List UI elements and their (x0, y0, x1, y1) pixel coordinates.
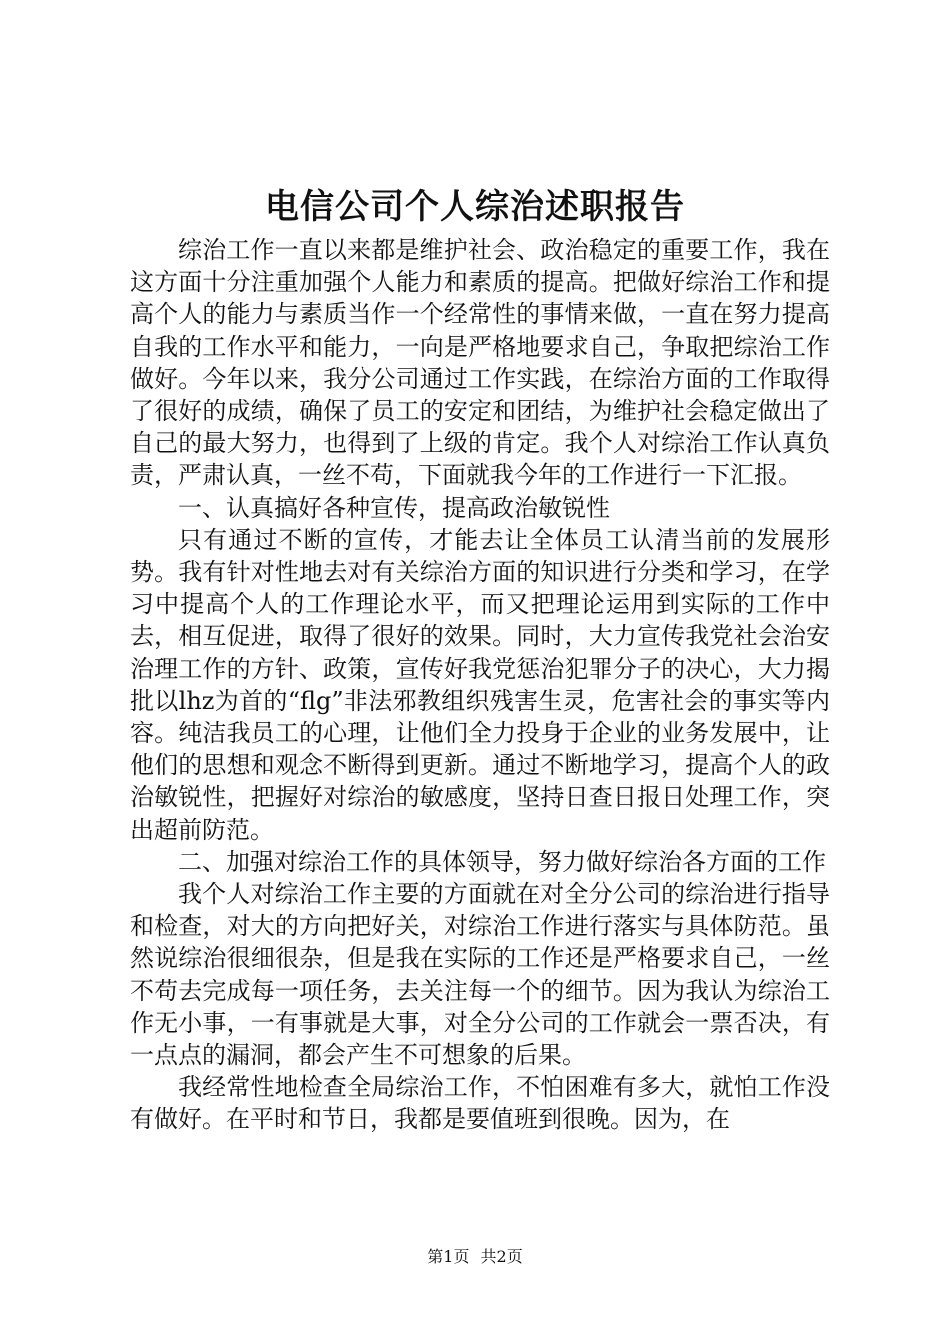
document-body (130, 234, 830, 1136)
page-total: 共2页 (480, 1247, 523, 1266)
section-heading-2: 二、加强对综治工作的具体领导，努力做好综治各方面的工作 (178, 847, 826, 876)
paragraph-intro: 综治工作一直以来都是维护社会、政治稳定的重要工作，我在这方面十分注重加强个人能力和素质的提高。把做好综治工作和提高个人的能力与素质当作一个经常性的事情来做，一直在努力提高自我的工作水平和能力，一向是严格地要求自己，争取把综治工作做好。今年以来，我分公司通过工作实践，在综治方面的工作取得了很好的成绩，确保了员工的安定和团结，为维护社会稳定做出了自己的最大努力，也得到了上级的肯定。我个人对综治工作认真负责，严肃认真，一丝不苟，下面就我今年的工作进行一下汇报。 (130, 236, 830, 490)
page-footer (0, 1245, 950, 1269)
paragraph-section-1: 只有通过不断的宣传，才能去让全体员工认清当前的发展形势。我有针对性地去对有关综治方面的知识进行分类和学习，在学习中提高个人的工作理论水平，而又把理论运用到实际的工作中去，相互促进，取得了很好的效果。同时，大力宣传我党社会治安治理工作的方针、政策，宣传好我党惩治犯罪分子的决心，大力揭批以lhz为首的“flg”非法邪教组织残害生灵，危害社会的事实等内容。纯洁我员工的心理，让他们全力投身于企业的业务发展中，让他们的思想和观念不断得到更新。通过不断地学习，提高个人的政治敏锐性，把握好对综治的敏感度，坚持日查日报日处理工作，突出超前防范。 (130, 525, 830, 844)
page-number: 第1页 (427, 1247, 470, 1266)
document-title: 电信公司个人综治述职报告 (265, 187, 685, 227)
paragraph-section-2a: 我个人对综治工作主要的方面就在对全分公司的综治进行指导和检查，对大的方向把好关，对综治工作进行落实与具体防范。虽然说综治很细很杂，但是我在实际的工作还是严格要求自己，一丝不苟去完成每一项任务，去关注每一个的细节。因为我认为综治工作无小事，一有事就是大事，对全分公司的工作就会一票否决，有一点点的漏洞，都会产生不可想象的后果。 (130, 880, 830, 1070)
paragraph-section-2b: 我经常性地检查全局综治工作，不怕困难有多大，就怕工作没有做好。在平时和节日，我都是要值班到很晚。因为，在 (130, 1073, 830, 1134)
section-heading-1: 一、认真搞好各种宣传，提高政治敏锐性 (178, 493, 610, 522)
